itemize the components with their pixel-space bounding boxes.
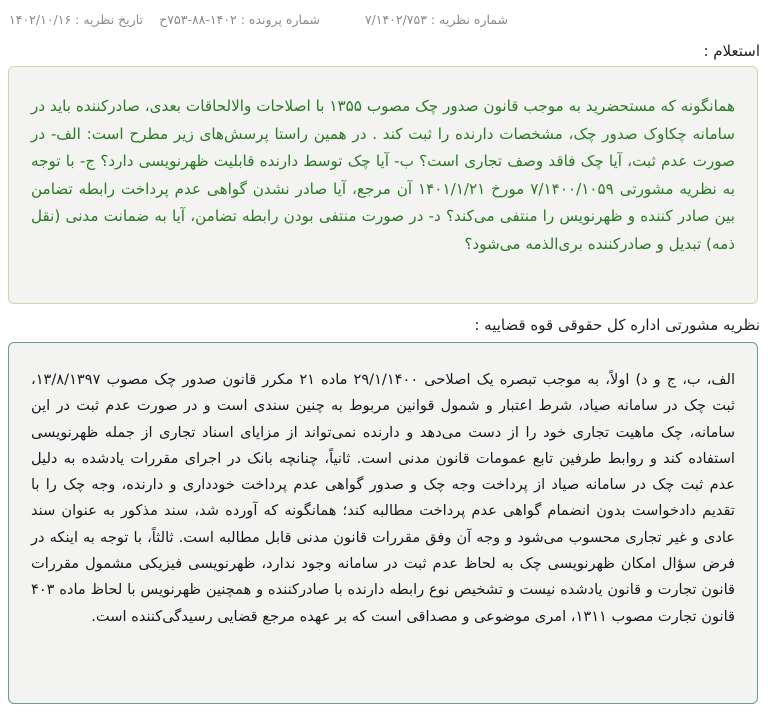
opinion-title: نظریه مشورتی اداره کل حقوقی قوه قضاییه : xyxy=(474,316,760,334)
opinion-text: الف، ب، ج و د) اولاً، به موجب تبصره یک اصلاحی ۲۹/۱/۱۴۰۰ ماده ۲۱ مکرر قانون صدور چک مصوب ۱۳/۸/۱۳۹۷، ثبت چک در سامانه صیاد، شرط اعتبار و شمول قوانین مربوط به چنین سندی است و در صورت عدم ثبت در این سامانه، چک ماهیت تجاری خود را از دست می‌دهد و دارنده نمی‌تواند از مزایای اسناد تجاری از جمله ظهرنویسی استفاده کند و روابط طرفین تابع عمومات قانون مدنی است. ثانیاً، چنانچه بانک در اجرای مقررات یادشده به دلیل عدم ثبت چک در سامانه صیاد از پرداخت وجه چک و صدور گواهی عدم پرداخت خودداری و دارنده، وجه چک را با تقدیم دادخواست بدون انضمام گواهی عدم پرداخت مطالبه کند؛ همانگونه که آورده شد، سند مذکور به عنوان سند عادی و غیر تجاری محسوب می‌شود و وجه آن وفق مقررات قانون مدنی قابل مطالبه است. ثالثاً، با توجه به اینکه در فرض سؤال امکان ظهرنویسی چک به لحاظ عدم ثبت در سامانه وجود ندارد، ظهرنویسی فیزیکی مشمول مقررات قانون تجارت و قانون یادشده نیست و تشخیص نوع رابطه دارنده با صادرکننده و همچنین ظهرنویس با لحاظ ماده ۴۰۳ قانون تجارت مصوب ۱۳۱۱، امری موضوعی و مصداقی است که بر عهده مرجع قضایی رسیدگی‌کننده است. xyxy=(31,371,736,625)
opinion-number: شماره نظریه : ۷/۱۴۰۲/۷۵۳ xyxy=(364,12,508,27)
opinion-box xyxy=(8,342,758,704)
opinion-meta-bar xyxy=(0,8,768,32)
inquiry-box xyxy=(8,66,758,304)
inquiry-text: همانگونه که مستحضرید به موجب قانون صدور چک مصوب ۱۳۵۵ با اصلاحات والالحاقات بعدی، صادرکننده باید در سامانه چکاوک صدور چک، مشخصات دارنده را ثبت کند . در همین راستا پرسش‌های زیر مطرح است: الف- در صورت عدم ثبت، آیا چک فاقد وصف تجاری است؟ ب- آیا چک توسط دارنده قابلیت ظهرنویسی دارد؟ ج- با توجه به نظریه مشورتی ۷/۱۴۰۰/۱۰۵۹ مورخ ۱۴۰۱/۱/۲۱ آن مرجع، آیا صادر نشدن گواهی عدم پرداخت رابطه تضامن بین صادر کننده و ظهرنویس را منتفی می‌کند؟ د- در صورت منتفی بودن رابطه تضامن، آیا به ضمانت مدنی (نقل ذمه) تبدیل و صادرکننده بری‌الذمه می‌شود؟ xyxy=(31,97,736,253)
file-number: شماره پرونده : ۱۴۰۲-۸۸-۷۵۳ح xyxy=(159,12,320,27)
opinion-date: تاریخ نظریه : ۱۴۰۲/۱۰/۱۶ xyxy=(9,12,143,27)
inquiry-title: استعلام : xyxy=(703,42,760,60)
